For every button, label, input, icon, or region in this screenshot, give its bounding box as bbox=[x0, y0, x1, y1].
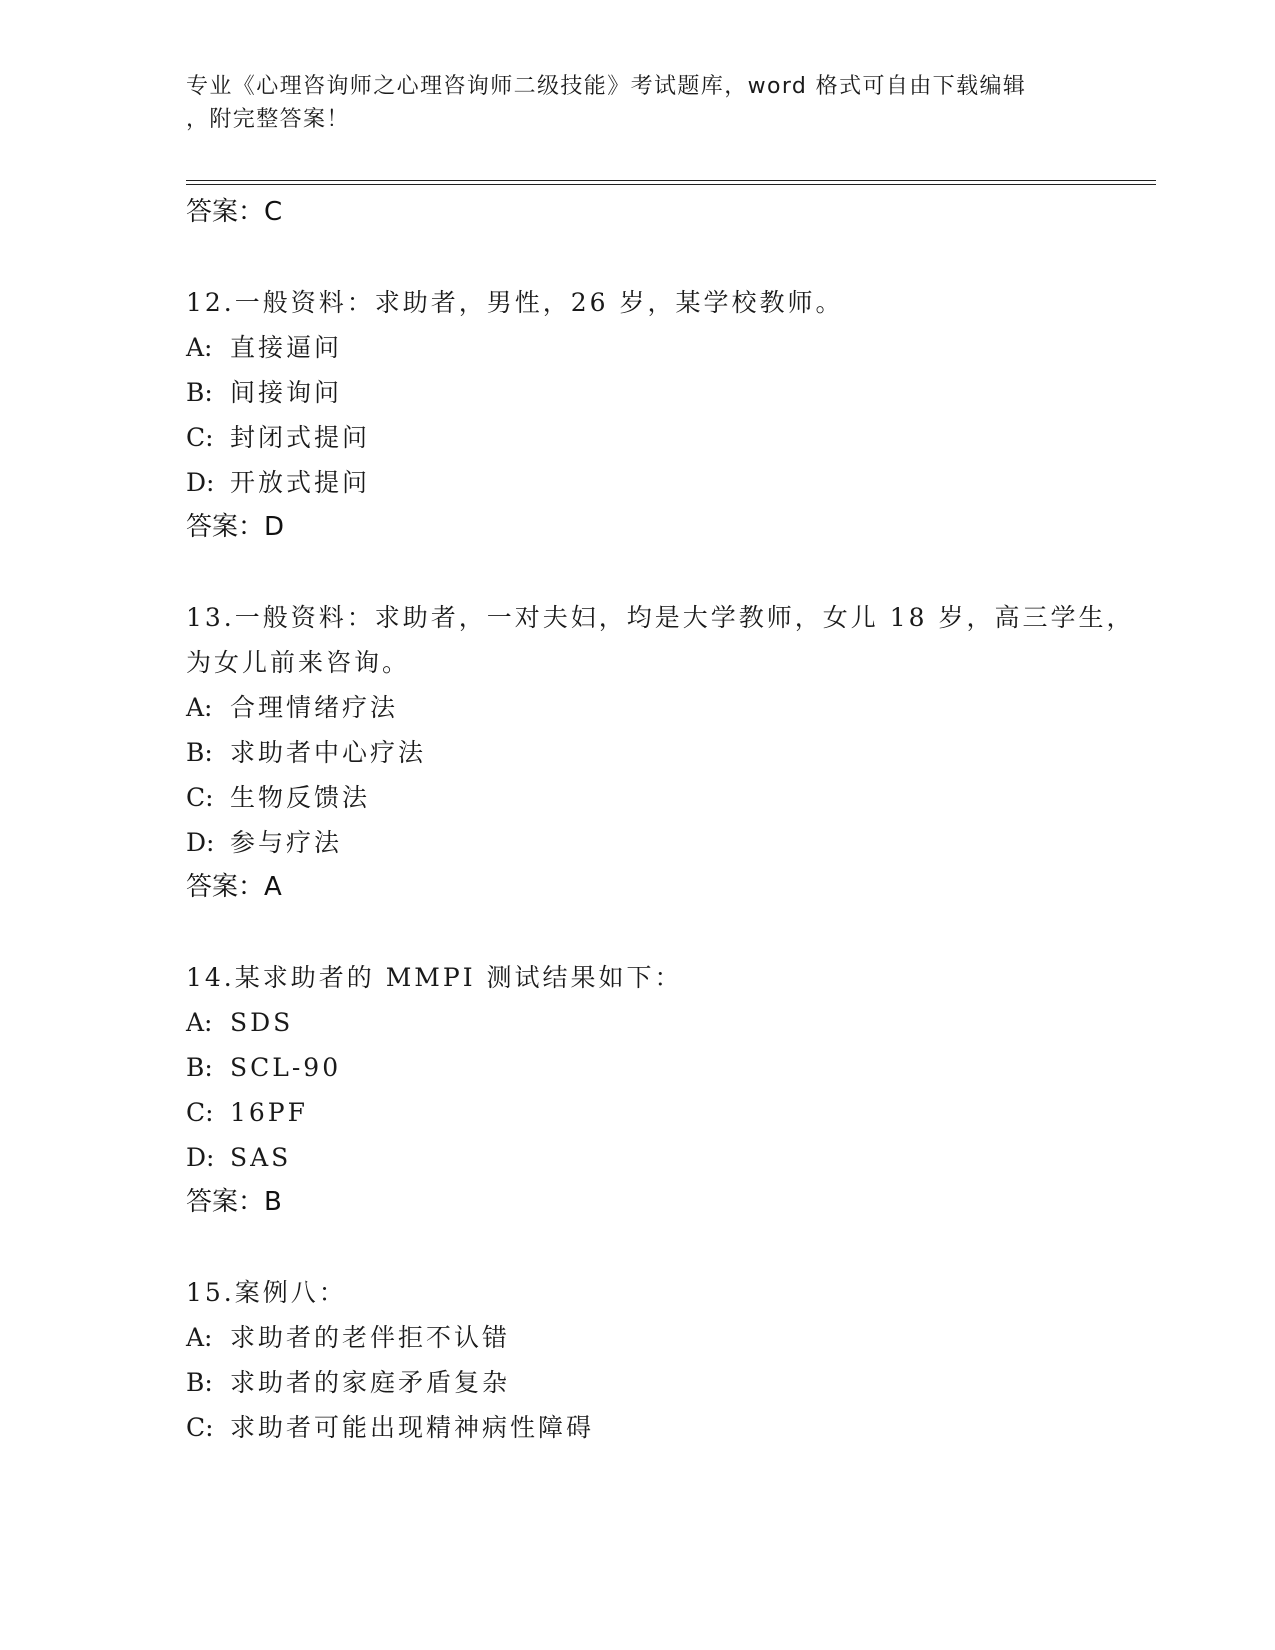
option-a bbox=[186, 685, 1146, 730]
option-label: B: bbox=[186, 1053, 213, 1082]
option-c bbox=[186, 415, 1146, 460]
option-text: 直接逼问 bbox=[230, 333, 343, 362]
option-text: 参与疗法 bbox=[230, 828, 343, 857]
option-d bbox=[186, 460, 1146, 505]
question-list bbox=[186, 190, 1146, 1450]
option-text: 求助者可能出现精神病性障碍 bbox=[230, 1413, 595, 1442]
answer-value: D bbox=[264, 512, 285, 542]
option-c bbox=[186, 775, 1146, 820]
option-text: 间接询问 bbox=[230, 378, 343, 407]
option-c bbox=[186, 1405, 1146, 1450]
answer-line bbox=[186, 505, 1146, 550]
option-label: B: bbox=[186, 1368, 213, 1397]
option-label: D: bbox=[186, 468, 215, 497]
answer-label: 答案： bbox=[186, 197, 265, 227]
option-text: SDS bbox=[230, 1008, 294, 1037]
option-text: 封闭式提问 bbox=[230, 423, 371, 452]
answer-label: 答案： bbox=[186, 872, 265, 902]
option-label: C: bbox=[186, 1098, 214, 1127]
question-text: 14.某求助者的 MMPI 测试结果如下： bbox=[186, 963, 683, 992]
question-item bbox=[186, 280, 1146, 550]
option-text: 生物反馈法 bbox=[230, 783, 371, 812]
option-label: C: bbox=[186, 1413, 214, 1442]
header-line-2: ，附完整答案！ bbox=[186, 107, 350, 132]
option-text: 合理情绪疗法 bbox=[230, 693, 399, 722]
answer-line bbox=[186, 190, 1146, 235]
answer-line bbox=[186, 865, 1146, 910]
question-item bbox=[186, 595, 1146, 910]
header-line-1: 专业《心理咨询师之心理咨询师二级技能》考试题库，word 格式可自由下载编辑 bbox=[186, 74, 1027, 99]
answer-value: C bbox=[264, 197, 283, 227]
option-b bbox=[186, 1360, 1146, 1405]
option-b bbox=[186, 730, 1146, 775]
option-label: A: bbox=[186, 1323, 213, 1352]
option-text: 求助者的老伴拒不认错 bbox=[230, 1323, 511, 1352]
option-text: 16PF bbox=[230, 1098, 308, 1127]
option-d bbox=[186, 1135, 1146, 1180]
question-text: 15.案例八： bbox=[186, 1278, 347, 1307]
option-label: B: bbox=[186, 738, 213, 767]
answer-label: 答案： bbox=[186, 1187, 265, 1217]
header-divider-top bbox=[186, 180, 1156, 181]
option-text: 求助者的家庭矛盾复杂 bbox=[230, 1368, 511, 1397]
question-item bbox=[186, 955, 1146, 1225]
option-label: C: bbox=[186, 423, 214, 452]
option-text: 求助者中心疗法 bbox=[230, 738, 427, 767]
option-label: A: bbox=[186, 693, 213, 722]
question-text: 12.一般资料：求助者，男性，26 岁，某学校教师。 bbox=[186, 288, 844, 317]
option-label: A: bbox=[186, 1008, 213, 1037]
answer-value: A bbox=[264, 872, 282, 902]
answer-label: 答案： bbox=[186, 512, 265, 542]
question-item bbox=[186, 1270, 1146, 1450]
option-b bbox=[186, 370, 1146, 415]
page-header bbox=[186, 70, 1146, 136]
header-divider-bottom bbox=[186, 184, 1156, 185]
option-b bbox=[186, 1045, 1146, 1090]
option-label: A: bbox=[186, 333, 213, 362]
option-text: SAS bbox=[230, 1143, 292, 1172]
option-label: C: bbox=[186, 783, 214, 812]
option-label: B: bbox=[186, 378, 213, 407]
option-a bbox=[186, 1315, 1146, 1360]
answer-value: B bbox=[264, 1187, 282, 1217]
option-label: D: bbox=[186, 828, 215, 857]
question-text: 13.一般资料：求助者，一对夫妇，均是大学教师，女儿 18 岁，高三学生，为女儿前来咨询。 bbox=[186, 603, 1135, 677]
option-d bbox=[186, 820, 1146, 865]
option-a bbox=[186, 325, 1146, 370]
option-label: D: bbox=[186, 1143, 215, 1172]
option-a bbox=[186, 1000, 1146, 1045]
option-text: 开放式提问 bbox=[230, 468, 371, 497]
option-c bbox=[186, 1090, 1146, 1135]
option-text: SCL-90 bbox=[230, 1053, 342, 1082]
answer-line bbox=[186, 1180, 1146, 1225]
